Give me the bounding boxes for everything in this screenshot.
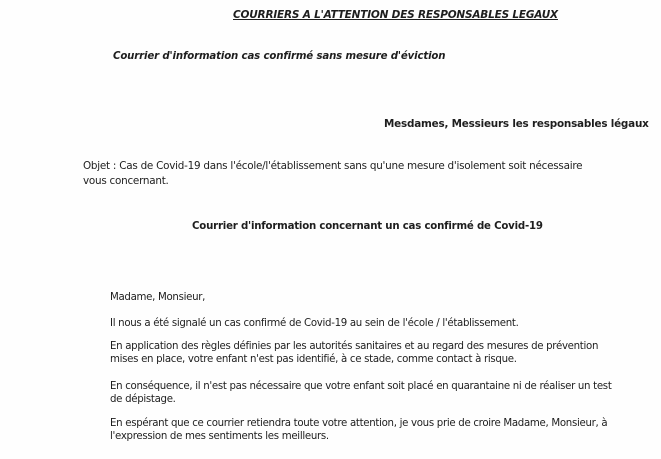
- subject-line: Objet : Cas de Covid-19 dans l'école/l'établissement sans qu'une mesure d'isolement soit nécessaire vous concernant.: [83, 160, 583, 187]
- letter-heading: Courrier d'information concernant un cas confirmé de Covid-19: [192, 221, 543, 232]
- addressee-line: Mesdames, Messieurs les responsables légaux: [384, 118, 649, 130]
- paragraph-no-quarantine: En conséquence, il n'est pas nécessaire que votre enfant soit placé en quarantaine ni de réaliser un test de dépistage.: [110, 381, 612, 405]
- paragraph-case-reported: Il nous a été signalé un cas confirmé de Covid-19 au sein de l'école / l'établissement.: [110, 318, 519, 329]
- document-title: COURRIERS A L'ATTENTION DES RESPONSABLES LEGAUX: [233, 9, 558, 21]
- paragraph-not-contact: En application des règles définies par les autorités sanitaires et au regard des mesures de prévention mises en place, votre enfant n'est pas identifié, à ce stade, comme contact à risque.: [110, 341, 599, 365]
- paragraph-closing: En espérant que ce courrier retiendra toute votre attention, je vous prie de croire Madame, Monsieur, à l'expression de mes sentiments les meilleurs.: [110, 418, 608, 442]
- document-subtitle: Courrier d'information cas confirmé sans mesure d'éviction: [113, 51, 446, 62]
- greeting: Madame, Monsieur,: [110, 292, 206, 303]
